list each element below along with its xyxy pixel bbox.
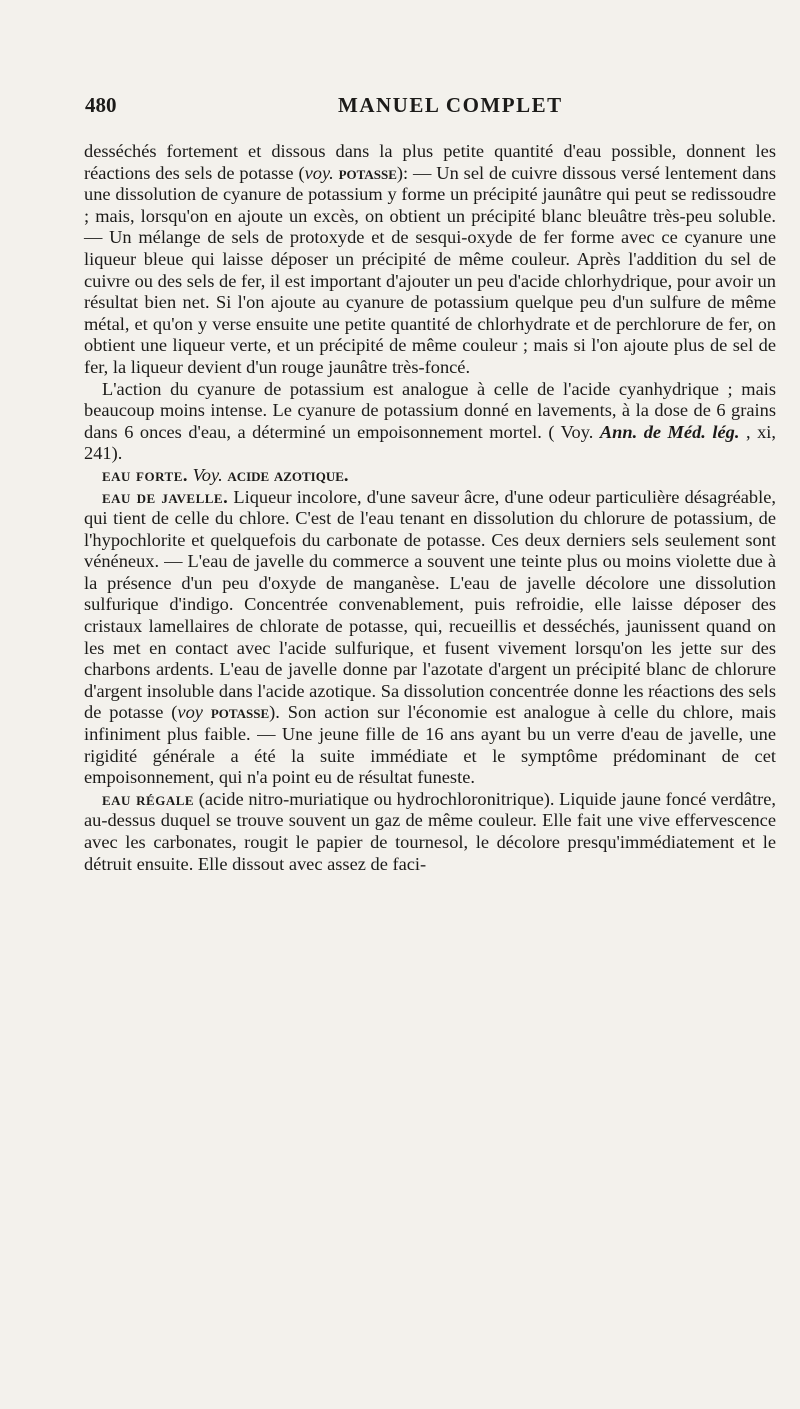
entry-eau-regale [84,789,776,875]
cross-reference-target: acide azotique. [227,464,349,485]
cross-reference-target: potasse [338,162,397,183]
text-segment: , xi, 241). [84,421,776,464]
text-segment: desséchés fortement et dissous dans la plus petite quantité d'eau possible, donnent les réactions des sels de potasse ( [84,141,776,183]
entry-eau-forte [84,465,776,487]
cross-reference-voy: voy [177,702,203,723]
cross-reference-voy: Voy. [192,464,223,485]
paragraph-cyanure-action [84,379,776,465]
entry-heading: eau régale [102,788,195,809]
entry-heading: eau de javelle. [102,486,229,507]
cross-reference-target: potasse [210,702,270,723]
paragraph-cyanure-reactions [84,141,776,379]
cross-reference-voy: voy. [304,162,334,183]
text-segment: (acide nitro-muriatique ou hydrochloronitrique). Liquide jaune foncé verdâtre, au-dessus duquel se trouve souvent un gaz de même couleur. Elle fait une vive effervescence avec les carbonates, rougit le papier de tournesol, le décolore presqu'immédiatement et le détruit ensuite. Elle dissout avec assez de faci- [84,788,776,874]
page-number: 480 [85,93,117,117]
entry-heading: eau forte. [102,464,188,485]
entry-eau-de-javelle [84,487,776,789]
text-segment: L'action du cyanure de potassium est analogue à celle de l'acide cyanhydrique ; mais beaucoup moins intense. Le cyanure de potassium donné en lavements, à la dose de 6 grains dans 6 onces d'eau, a déterminé un empoisonnement mortel. ( Voy. [84,378,776,442]
running-head: MANUEL COMPLET [338,93,563,117]
page-header [85,93,775,123]
body-text [84,141,776,875]
text-segment: Liqueur incolore, d'une saveur âcre, d'une odeur particulière désagréable, qui tient de celle du chlore. C'est de l'eau tenant en dissolution du chlorure de potassium, de l'hypochlorite et quelquefois du carbonate de potasse. Ces deux derniers sels seulement sont vénéneux. — L'eau de javelle du commerce a souvent une teinte plus ou moins violette due à la présence d'un peu d'oxyde de manganèse. L'eau de javelle décolore une dissolution sulfurique d'indigo. Concentrée convenablement, puis refroidie, elle laisse déposer des cristaux lamellaires de chlorate de potasse, qui, recueillis et desséchés, jaunissent quand on les met en contact avec l'acide sulfurique, et fusent vivement lorsqu'on les jette sur des charbons ardents. L'eau de javelle donne par l'azotate d'argent un précipité blanc de chlorure d'argent insoluble dans l'acide azotique. Sa dissolution concentrée donne les réactions des sels de potasse ( [84,486,776,723]
text-segment: ). Son action sur l'économie est analogue à celle du chlore, mais infiniment plus faible. — Une jeune fille de 16 ans ayant bu un verre d'eau de javelle, une rigidité générale a été la suite immédiate et le symptôme prédominant de cet empoisonnement, qui n'a point eu de résultat funeste. [84,702,776,788]
citation-reference: Ann. de Méd. lég. [599,421,740,442]
text-segment: ): — Un sel de cuivre dissous versé lentement dans une dissolution de cyanure de potassium y forme un précipité jaunâtre qui peut se redissoudre ; mais, lorsqu'on en ajoute un excès, on obtient un précipité blanc bleuâtre très-peu soluble. — Un mélange de sels de protoxyde et de sesqui-oxyde de fer forme avec ce cyanure une liqueur bleue qui laisse déposer un précipité de même couleur. Après l'addition du sel de cuivre ou des sels de fer, il est important d'ajouter un peu d'acide chlorhydrique, pour avoir un résultat bien net. Si l'on ajoute au cyanure de potassium quelque peu d'un sulfure de même métal, et qu'on y verse ensuite une petite quantité de chlorhydrate et de perchlorure de fer, on obtient une liqueur verte, et un précipité de même couleur ; mais si l'on ajoute plus de sel de fer, la liqueur devient d'un rouge jaunâtre très-foncé. [84,162,776,377]
